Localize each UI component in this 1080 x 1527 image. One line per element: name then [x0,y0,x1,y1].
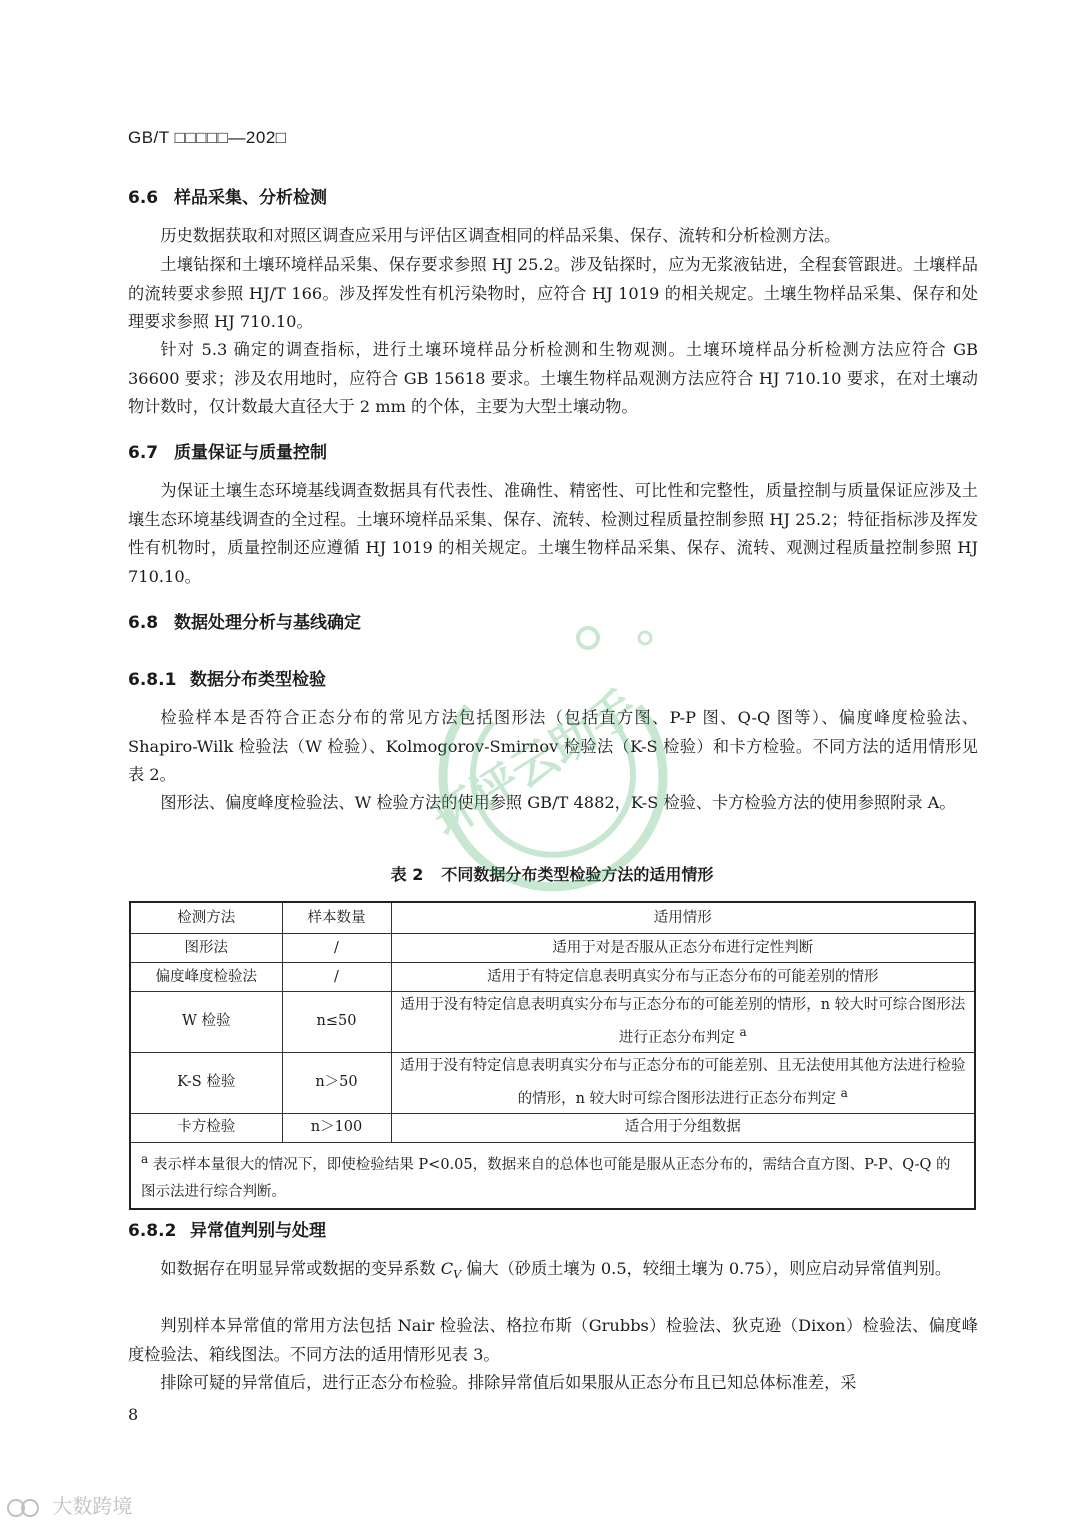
footer-logo-text: 大数跨境 [52,1494,133,1518]
section-title: 异常值判别与处理 [190,1221,326,1241]
cell-condition [391,1052,975,1113]
section-6-8-heading [128,608,361,633]
section-title: 数据处理分析与基线确定 [174,613,361,633]
page-number: 8 [128,1405,139,1424]
footer-logo [6,1490,132,1520]
cell-sample-size: n＞50 [282,1052,391,1113]
section-6-7-heading [128,438,327,463]
section-number: 6.8 [128,613,159,633]
cv-symbol: C [440,1259,454,1278]
table-title: 不同数据分布类型检验方法的适用情形 [441,865,714,884]
cell-condition: 适合用于分组数据 [391,1113,975,1142]
text-segment: 如数据存在明显异常或数据的变异系数 [160,1259,441,1278]
cell-method: W 检验 [130,992,282,1053]
paragraph: 排除可疑的异常值后，进行正态分布检验。排除异常值后如果服从正态分布且已知总体标准差，采 [160,1373,857,1392]
watermark-stamp [398,612,688,902]
table-footnote [130,1142,975,1209]
cell-method: 偏度峰度检验法 [130,963,282,992]
header-method: 检测方法 [130,902,282,934]
section-number: 6.6 [128,188,159,208]
section-number: 6.8.1 [128,670,177,690]
paragraph: 为保证土壤生态环境基线调查数据具有代表性、准确性、精密性、可比性和完整性，质量控制与质量保证应涉及土壤生态环境基线调查的全过程。土壤环境样品采集、保存、流转、检测过程质量控制参照 HJ 25.2；特征指标涉及挥发性有机物时，质量控制还应遵循 HJ 1019 的相关规定。土壤生物样品采集、保存、流转、观测过程质量控制参照 HJ 710.10。 [128,481,978,586]
table-2 [129,901,976,1210]
paragraph: 土壤钻探和土壤环境样品采集、保存要求参照 HJ 25.2。涉及钻探时，应为无浆液钻进，全程套管跟进。土壤样品的流转要求参照 HJ/T 166。涉及挥发性有机污染物时，应符合 HJ 1019 的相关规定。土壤生物样品采集、保存和处理要求参照 HJ 710.10。 [128,255,978,331]
condition-text: 适用于没有特定信息表明真实分布与正态分布的可能差别、且无法使用其他方法进行检验的情形，n 较大时可综合图形法进行正态分布判定 [400,1057,966,1107]
logo-icon [6,1496,46,1520]
cell-sample-size: / [282,934,391,963]
cell-condition: 适用于对是否服从正态分布进行定性判断 [391,934,975,963]
footnote-text: 表示样本量很大的情况下，即使检验结果 P<0.05，数据来自的总体也可能是服从正态分布的，需结合直方图、P-P、Q-Q 的图示法进行综合判断。 [141,1156,951,1201]
section-6-6-heading [128,183,327,208]
cv-subscript: V [453,1268,462,1282]
footnote-marker: a [141,1151,149,1166]
watermark-text: 环评云助手 [422,679,647,848]
section-6-8-2-heading [128,1216,326,1241]
table-header-row [130,902,975,934]
cell-sample-size: n＞100 [282,1113,391,1142]
standard-header: GB/T □□□□□—202□ [128,128,287,147]
cell-method: 图形法 [130,934,282,963]
table-row [130,963,975,992]
section-title: 质量保证与质量控制 [174,443,327,463]
section-title: 样品采集、分析检测 [174,188,327,208]
header-sample-size: 样本数量 [282,902,391,934]
paragraph [128,1255,978,1290]
paragraph: 判别样本异常值的常用方法包括 Nair 检验法、格拉布斯（Grubbs）检验法、狄克逊（Dixon）检验法、偏度峰度检验法、箱线图法。不同方法的适用情形见表 3。 [128,1316,978,1364]
paragraph: 针对 5.3 确定的调查指标，进行土壤环境样品分析检测和生物观测。土壤环境样品分析检测方法应符合 GB 36600 要求；涉及农用地时，应符合 GB 15618 要求。土壤生物样品观测方法应符合 HJ 710.10 要求，在对土壤动物计数时，仅计数最大直径大于 2 mm 的个体，主要为大型土壤动物。 [128,340,978,416]
section-number: 6.7 [128,443,159,463]
text-segment: 偏大（砂质土壤为 0.5，较细土壤为 0.75），则应启动异常值判别。 [461,1259,952,1278]
table-row [130,1052,975,1113]
table-row [130,1113,975,1142]
section-title: 数据分布类型检验 [190,670,326,690]
cell-sample-size: / [282,963,391,992]
paragraph: 历史数据获取和对照区调查应采用与评估区调查相同的样品采集、保存、流转和分析检测方法。 [160,226,841,245]
cell-method: K-S 检验 [130,1052,282,1113]
table-row [130,934,975,963]
cell-sample-size: n≤50 [282,992,391,1053]
footnote-marker: a [739,1025,747,1039]
cell-condition: 适用于有特定信息表明真实分布与正态分布的可能差别的情形 [391,963,975,992]
table-row [130,992,975,1053]
cell-method: 卡方检验 [130,1113,282,1142]
cell-condition [391,992,975,1053]
table-note-row [130,1142,975,1209]
condition-text: 适用于没有特定信息表明真实分布与正态分布的可能差别的情形，n 较大时可综合图形法进行正态分布判定 [400,997,966,1046]
table-number: 表 2 [390,865,424,884]
paragraph: 图形法、偏度峰度检验法、W 检验方法的使用参照 GB/T 4882，K-S 检验、卡方检验方法的使用参照附录 A。 [160,793,956,812]
header-condition: 适用情形 [391,902,975,934]
paragraph: 检验样本是否符合正态分布的常见方法包括图形法（包括直方图、P-P 图、Q-Q 图等）、偏度峰度检验法、Shapiro-Wilk 检验法（W 检验）、Kolmogorov-Smirnov 检验法（K-S 检验）和卡方检验。不同方法的适用情形见表 2。 [128,708,978,784]
footnote-marker: a [840,1085,848,1100]
section-number: 6.8.2 [128,1221,177,1241]
section-6-8-1-heading [128,665,326,690]
